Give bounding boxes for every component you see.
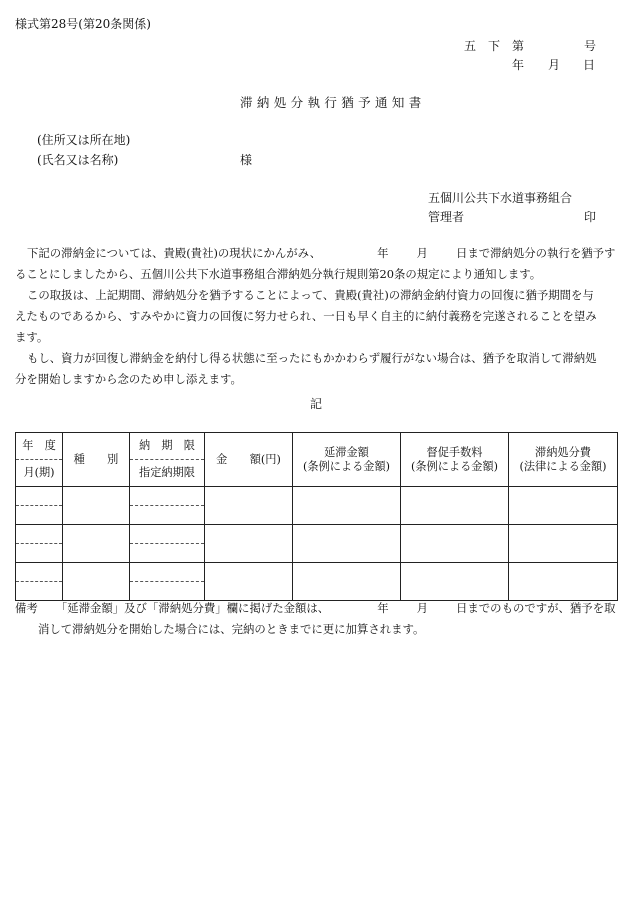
header-disposition-cost-note: (法律による金額)	[519, 459, 607, 473]
category-cell[interactable]	[63, 487, 130, 525]
table-row	[16, 487, 618, 525]
header-reminder-fee: 督促手数料	[426, 445, 483, 459]
recipient-honorific: 様	[240, 153, 253, 167]
sender-organization: 五個川公共下水道事務組合	[428, 191, 573, 205]
header-cell-year-period	[16, 433, 63, 487]
category-cell[interactable]	[63, 563, 130, 601]
reminder-fee-cell[interactable]	[401, 563, 509, 601]
recipient-address-label: (住所又は所在地)	[37, 133, 131, 147]
category-cell[interactable]	[63, 525, 130, 563]
remark-line	[15, 598, 620, 619]
date-year-label: 年	[512, 58, 525, 72]
document-number-suffix: 号	[584, 39, 597, 53]
header-cell-due-dates	[130, 433, 205, 487]
date-month-label: 月	[548, 58, 561, 72]
remark-text: 日までのものですが、猶予を取	[456, 601, 616, 615]
date-day-label: 日	[583, 58, 596, 72]
document-number-prefix: 五 下 第	[464, 39, 525, 53]
due-dates-cell[interactable]	[130, 487, 205, 525]
late-charge-cell[interactable]	[293, 525, 401, 563]
header-amount: 金 額(円)	[205, 433, 293, 487]
header-year: 年 度	[16, 433, 62, 460]
amount-cell[interactable]	[205, 525, 293, 563]
header-cell-reminder-fee	[401, 433, 509, 487]
recipient-name-label: (氏名又は名称)	[37, 153, 119, 167]
body-line: ます。	[15, 330, 49, 344]
sender-manager-label: 管理者	[428, 210, 465, 224]
header-reminder-fee-note: (条例による金額)	[410, 459, 499, 473]
amount-cell[interactable]	[205, 563, 293, 601]
table-row	[16, 563, 618, 601]
remark-year-label: 年	[377, 601, 389, 615]
arrears-table	[15, 432, 618, 601]
late-charge-cell[interactable]	[293, 563, 401, 601]
year-period-cell[interactable]	[16, 525, 63, 563]
body-line: えたものであるから、すみやかに資力の回復に努力せられ、一日も早く自主的に納付義務を完遂されることを望み	[15, 309, 597, 323]
header-month-period: 月(期)	[23, 466, 55, 479]
header-cell-disposition-cost	[509, 433, 618, 487]
year-period-cell[interactable]	[16, 563, 63, 601]
body-line: この取扱は、上記期間、滞納処分を猶予することによって、貴殿(貴社)の滞納金納付資力の回復に猶予期間を与	[27, 288, 594, 302]
form-number-label: 様式第28号(第20条関係)	[15, 17, 151, 31]
table-header-row	[16, 433, 618, 487]
amount-cell[interactable]	[205, 487, 293, 525]
body-line: 分を開始しますから念のため申し添えます。	[15, 372, 242, 386]
header-designated-due-date: 指定納期限	[139, 466, 195, 479]
remark-block	[15, 598, 620, 640]
header-disposition-cost: 滞納処分費	[535, 445, 591, 459]
remark-label: 備考	[15, 601, 38, 615]
body-text: 日まで滞納処分の執行を猶予す	[455, 246, 616, 260]
disposition-cost-cell[interactable]	[509, 563, 618, 601]
body-line: もし、資力が回復し滞納金を納付し得る状態に至ったにもかかわらず履行がない場合は、猶予を取消して滞納処	[27, 351, 597, 365]
reminder-fee-cell[interactable]	[401, 525, 509, 563]
disposition-cost-cell[interactable]	[509, 487, 618, 525]
deferral-month-label: 月	[416, 246, 428, 260]
header-cell-late-charge	[293, 433, 401, 487]
header-late-charge-note: (条例による金額)	[302, 459, 391, 473]
body-text: 下記の滞納金については、貴殿(貴社)の現状にかんがみ、	[27, 246, 322, 260]
remark-line: 消して滞納処分を開始した場合には、完納のときまでに更に加算されます。	[38, 622, 425, 636]
late-charge-cell[interactable]	[293, 487, 401, 525]
disposition-cost-cell[interactable]	[509, 525, 618, 563]
header-category: 種 別	[63, 433, 130, 487]
body-paragraph-1	[15, 243, 615, 285]
header-late-charge: 延滞金額	[324, 445, 369, 459]
remark-text: 「延滞金額」及び「滞納処分費」欄に掲げた金額は、	[55, 601, 330, 615]
body-paragraph-2	[15, 285, 615, 348]
reminder-fee-cell[interactable]	[401, 487, 509, 525]
year-period-cell[interactable]	[16, 487, 63, 525]
remark-month-label: 月	[416, 601, 428, 615]
table-row	[16, 525, 618, 563]
body-paragraph-3	[15, 348, 615, 390]
document-title: 滞納処分執行猶予通知書	[240, 95, 426, 110]
seal-mark: 印	[584, 210, 597, 224]
due-dates-cell[interactable]	[130, 525, 205, 563]
due-dates-cell[interactable]	[130, 563, 205, 601]
ki-heading: 記	[310, 397, 323, 411]
header-due-date: 納 期 限	[130, 433, 204, 460]
deferral-year-label: 年	[377, 246, 389, 260]
body-line	[15, 243, 615, 264]
body-line: ることにしましたから、五個川公共下水道事務組合滞納処分執行規則第20条の規定により通知します。	[15, 267, 542, 281]
